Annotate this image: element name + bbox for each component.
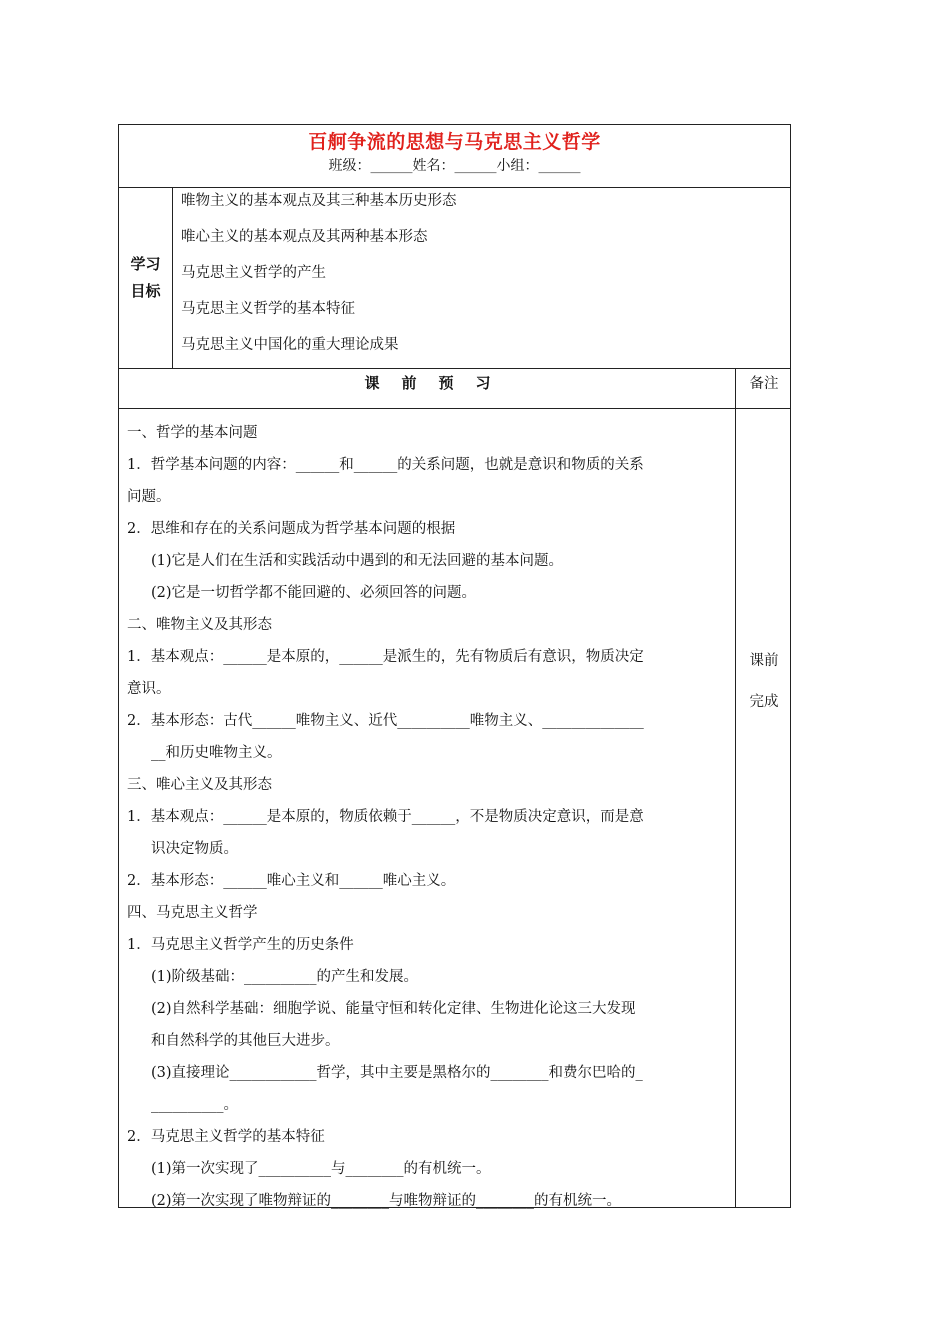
content-line: __和历史唯物主义。 [151,745,282,761]
content-line: 意识。 [127,681,171,697]
notes-heading: 备注 [749,376,779,392]
content-line: (1)阶级基础：__________的产生和发展。 [151,969,419,985]
content-line: (1)第一次实现了__________与________的有机统一。 [151,1161,491,1177]
content-line: 1．哲学基本问题的内容：______和______的关系问题，也就是意识和物质的关系 [127,457,644,473]
content-line: 2．基本形态：古代______唯物主义、近代__________唯物主义、______________ [127,713,644,729]
rule-below-section-head [119,408,790,409]
content-line: 1．基本观点：______是本原的，______是派生的，先有物质后有意识，物质决定 [127,649,644,665]
goal-item: 唯物主义的基本观点及其三种基本历史形态 [181,193,457,209]
content-line: 1．基本观点：______是本原的，物质依赖于______，不是物质决定意识，而是意 [127,809,644,825]
section-heading: 二、唯物主义及其形态 [127,617,272,633]
section-heading: 四、马克思主义哲学 [127,905,258,921]
preview-content [127,423,731,1223]
content-line: (2)它是一切哲学都不能回避的、必须回答的问题。 [151,585,477,601]
content-line: (3)直接理论____________哲学，其中主要是黑格尔的________和费尔巴哈的_ [151,1065,643,1081]
content-line: 2．马克思主义哲学的基本特征 [127,1129,325,1145]
notes-cell [736,641,792,723]
goal-item: 马克思主义哲学的基本特征 [181,301,355,317]
content-line: 1．马克思主义哲学产生的历史条件 [127,937,354,953]
goal-item: 马克思主义中国化的重大理论成果 [181,337,399,353]
section-heading: 一、哲学的基本问题 [127,425,258,441]
goals-label-line2: 目标 [130,282,161,300]
content-line: (2)第一次实现了唯物辩证的________与唯物辩证的________的有机统一。 [151,1193,622,1209]
page-title: 百舸争流的思想与马克思主义哲学 [308,131,601,153]
preview-heading: 课前预习 [364,374,513,392]
content-line: 问题。 [127,489,171,505]
student-info-line: 班级：______姓名：______小组：______ [328,158,581,174]
content-line: (1)它是人们在生活和实践活动中遇到的和无法回避的基本问题。 [151,553,564,569]
content-line: __________。 [151,1097,238,1113]
note-line2: 完成 [749,694,779,710]
goals-divider [172,187,173,368]
content-line: (2)自然科学基础：细胞学说、能量守恒和转化定律、生物进化论这三大发现 [151,1001,636,1017]
goal-item: 马克思主义哲学的产生 [181,265,326,281]
goals-list [181,191,457,371]
content-line: 识决定物质。 [151,841,238,857]
goals-label-line1: 学习 [130,255,161,273]
content-line: 2．思维和存在的关系问题成为哲学基本问题的根据 [127,521,456,537]
content-line: 和自然科学的其他巨大进步。 [151,1033,340,1049]
goals-label [119,251,172,305]
content-line: 2．基本形态：______唯心主义和______唯心主义。 [127,873,456,889]
note-line1: 课前 [749,653,779,669]
section-heading: 三、唯心主义及其形态 [127,777,272,793]
notes-column-divider [735,368,736,1207]
goal-item: 唯心主义的基本观点及其两种基本形态 [181,229,428,245]
worksheet-table [118,124,791,1208]
rule-below-title [119,187,790,188]
